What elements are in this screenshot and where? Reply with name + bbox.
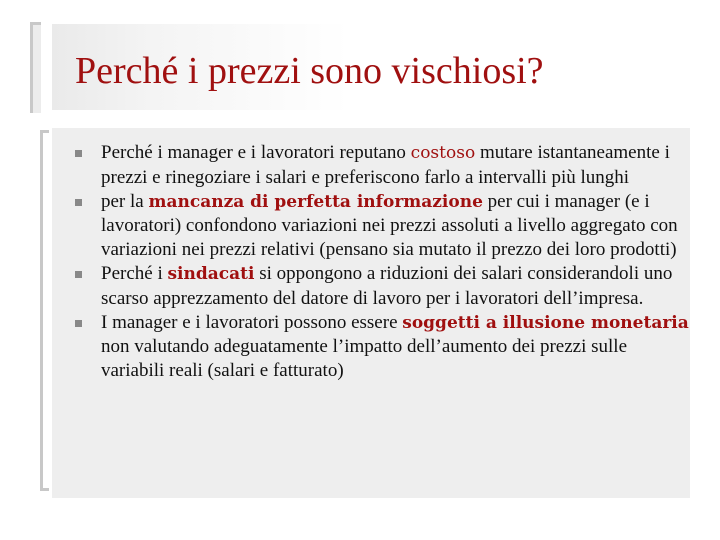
bullet-item [70,262,690,311]
slide-title: Perché i prezzi sono vischiosi? [75,50,544,92]
bullet-text: mutare istantaneamente i prezzi e rinegoziare i salari e preferiscono farlo a intervalli più lunghi [101,142,670,188]
bullet-text: per cui i manager (e i lavoratori) confondono variazioni nei prezzi assoluti a livello aggregato con variazioni nei prezzi relativi (pensano sia mutato il prezzo dei loro prodotti) [101,190,678,261]
bullet-item [70,190,690,262]
body-bracket-decoration [40,130,49,491]
bullet-text: si oppongono a riduzioni dei salari considerandoli uno scarso apprezzamento del datore di lavoro per i lavoratori dell’impresa. [101,262,673,309]
bullet-item [70,141,690,190]
highlight-text: mancanza di perfetta informazione [148,191,483,212]
highlight-text: sindacati [167,263,255,284]
bullet-text: I manager e i lavoratori possono essere [101,311,403,333]
square-bullet-icon [75,271,82,278]
bullet-text: Perché i manager e i lavoratori reputano [101,142,411,163]
bullet-text: Perché i [101,262,168,284]
square-bullet-icon [75,150,82,157]
bullet-list [70,141,690,383]
square-bullet-icon [75,320,82,327]
bullet-text: per la [101,190,149,212]
highlight-text: soggetti a illusione monetaria [402,312,689,333]
title-bracket-decoration [30,22,41,113]
bullet-item [70,311,690,383]
highlight-text: costoso [410,143,476,163]
bullet-text: non valutando adeguatamente l’impatto dell’aumento dei prezzi sulle variabili reali (salari e fatturato) [101,336,628,382]
square-bullet-icon [75,199,82,206]
